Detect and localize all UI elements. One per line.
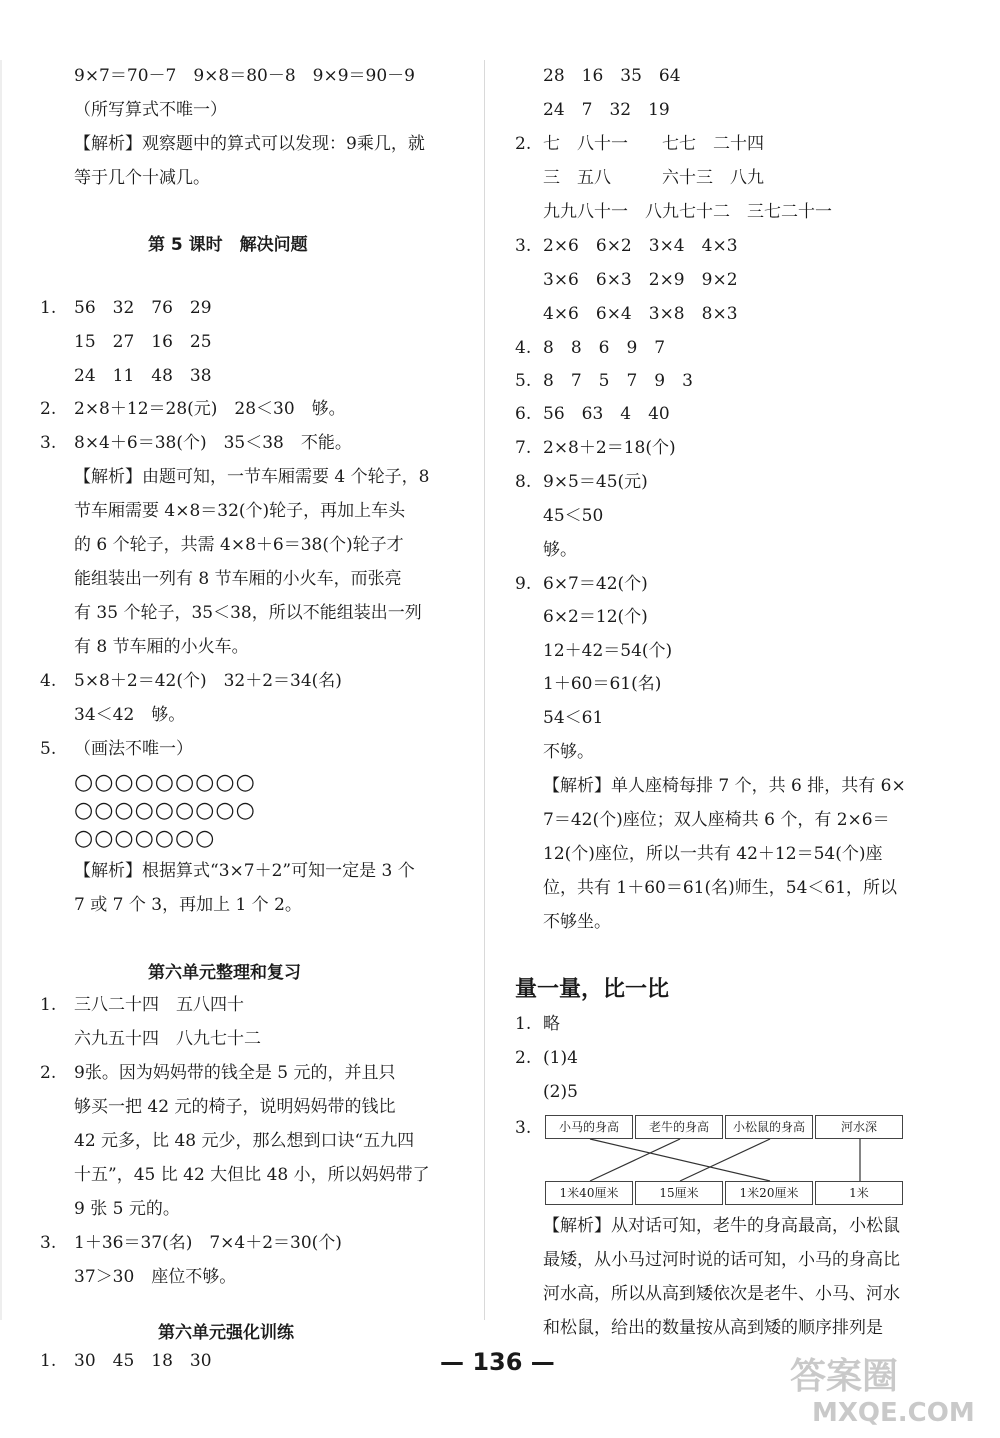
item-text: 9 张 5 元的。 <box>74 1199 180 1219</box>
unit6-review-title: 第六单元整理和复习 <box>148 963 301 983</box>
item-number: 8. <box>515 472 532 492</box>
analysis-text: 7＝42(个)座位；双人座椅共 6 个，有 2×6＝ <box>543 810 890 830</box>
analysis-text: 最矮，从小马过河时说的话可知，小马的身高比 <box>543 1250 900 1270</box>
bottom-box: 1米20厘米 <box>725 1181 813 1205</box>
analysis-text: 【解析】从对话可知，老牛的身高最高，小松鼠 <box>543 1216 900 1236</box>
item-number: 6. <box>515 404 532 424</box>
match-line <box>680 1139 770 1181</box>
item-text: 不够。 <box>543 742 594 762</box>
measure-title: 量一量，比一比 <box>515 977 670 1002</box>
item-text: 5×8＋2＝42(个) 32＋2＝34(名) <box>74 671 342 691</box>
watermark-logo: 答案圈 <box>790 1356 899 1397</box>
item-text: （画法不唯一） <box>74 739 193 759</box>
analysis-text: 能组装出一列有 8 节车厢的小火车，而张亮 <box>74 569 402 589</box>
item-number: 3. <box>515 1118 532 1138</box>
match-line <box>590 1139 680 1181</box>
bottom-box: 1米 <box>815 1181 903 1205</box>
item-text: (2)5 <box>543 1082 578 1102</box>
item-number: 1. <box>40 298 57 318</box>
item-text: 略 <box>543 1014 560 1034</box>
item-text: 15 27 16 25 <box>74 332 212 352</box>
match-line <box>590 1139 770 1181</box>
analysis-text: 不够坐。 <box>543 912 611 932</box>
analysis-text: 12(个)座位，所以一共有 42＋12＝54(个)座 <box>543 844 883 864</box>
watermark-url: MXQE.COM <box>812 1398 975 1428</box>
bottom-box: 15厘米 <box>635 1181 723 1205</box>
item-text: 六九五十四 八九七十二 <box>74 1029 261 1049</box>
item-number: 3. <box>40 433 57 453</box>
intro-line: （所写算式不唯一） <box>74 100 227 120</box>
matching-diagram <box>545 1115 905 1205</box>
item-text: 12＋42＝54(个) <box>543 641 673 661</box>
item-text: 34＜42 够。 <box>74 705 186 725</box>
item-text: 9张。因为妈妈带的钱全是 5 元的，并且只 <box>74 1063 396 1083</box>
item-number: 2. <box>515 1048 532 1068</box>
item-number: 1. <box>515 1014 532 1034</box>
item-text: 2×8＋2＝18(个) <box>543 438 676 458</box>
item-text: 1＋60＝61(名) <box>543 674 662 694</box>
top-box: 小松鼠的身高 <box>725 1115 813 1139</box>
intro-line: 等于几个十减几。 <box>74 168 210 188</box>
analysis-text: 位，共有 1＋60＝61(名)师生，54＜61，所以 <box>543 878 898 898</box>
analysis-text: 【解析】由题可知，一节车厢需要 4 个轮子，8 <box>74 467 430 487</box>
item-text: 2×8＋12＝28(元) 28＜30 够。 <box>74 399 346 419</box>
item-text: 56 32 76 29 <box>74 298 212 318</box>
item-text: 够买一把 42 元的椅子，说明妈妈带的钱比 <box>74 1097 396 1117</box>
item-text: 2×6 6×2 3×4 4×3 <box>543 236 738 256</box>
item-number: 3. <box>40 1233 57 1253</box>
circle-row: ○○○○○○○○○ <box>74 798 256 823</box>
intro-line: 9×7＝70－7 9×8＝80－8 9×9＝90－9 <box>74 66 415 86</box>
item-text: 37＞30 座位不够。 <box>74 1267 237 1287</box>
item-text: 4×6 6×4 3×8 8×3 <box>543 304 738 324</box>
item-number: 7. <box>515 438 532 458</box>
item-number: 4. <box>515 338 532 358</box>
analysis-text: 有 35 个轮子，35＜38，所以不能组装出一列 <box>74 603 422 623</box>
item-text: (1)4 <box>543 1048 578 1068</box>
item-number: 1. <box>40 995 57 1015</box>
item-text: 24 7 32 19 <box>543 100 670 120</box>
analysis-text: 【解析】单人座椅每排 7 个，共 6 排，共有 6× <box>543 776 906 796</box>
item-text: 54＜61 <box>543 708 604 728</box>
item-text: 够。 <box>543 540 577 560</box>
item-text: 三 五八 六十三 八九 <box>543 168 764 188</box>
item-text: 28 16 35 64 <box>543 66 681 86</box>
circle-row: ○○○○○○○ <box>74 826 216 851</box>
analysis-text: 7 或 7 个 3，再加上 1 个 2。 <box>74 895 302 915</box>
analysis-text: 和松鼠，给出的数量按从高到矮的顺序排列是 <box>543 1318 883 1338</box>
item-number: 4. <box>40 671 57 691</box>
analysis-text: 【解析】根据算式“3×7＋2”可知一定是 3 个 <box>74 861 415 881</box>
page-number: — 136 — <box>440 1348 555 1376</box>
item-text: 30 45 18 30 <box>74 1351 212 1371</box>
item-text: 45＜50 <box>543 506 604 526</box>
item-number: 3. <box>515 236 532 256</box>
item-text: 8 7 5 7 9 3 <box>543 371 693 391</box>
unit6-train-title: 第六单元强化训练 <box>158 1323 294 1343</box>
item-number: 5. <box>40 739 57 759</box>
analysis-text: 有 8 节车厢的小火车。 <box>74 637 249 657</box>
analysis-text: 的 6 个轮子，共需 4×8＋6＝38(个)轮子才 <box>74 535 404 555</box>
item-number: 2. <box>40 1063 57 1083</box>
item-text: 3×6 6×3 2×9 9×2 <box>543 270 738 290</box>
item-text: 三八二十四 五八四十 <box>74 995 244 1015</box>
top-box: 河水深 <box>815 1115 903 1139</box>
page-edge <box>0 60 2 1320</box>
item-text: 6×2＝12(个) <box>543 607 648 627</box>
item-number: 2. <box>515 134 532 154</box>
item-text: 1＋36＝37(名) 7×4＋2＝30(个) <box>74 1233 342 1253</box>
analysis-text: 节车厢需要 4×8＝32(个)轮子，再加上车头 <box>74 501 406 521</box>
item-text: 十五”，45 比 42 大但比 48 小，所以妈妈带了 <box>74 1165 430 1185</box>
item-text: 9×5＝45(元) <box>543 472 648 492</box>
column-divider <box>484 60 485 1320</box>
item-text: 6×7＝42(个) <box>543 574 648 594</box>
intro-line: 【解析】观察题中的算式可以发现：9乘几，就 <box>74 134 425 154</box>
item-number: 5. <box>515 371 532 391</box>
item-text: 56 63 4 40 <box>543 404 670 424</box>
lesson5-title: 第 5 课时 解决问题 <box>148 235 308 255</box>
circle-row: ○○○○○○○○○ <box>74 770 256 795</box>
analysis-text: 河水高，所以从高到矮依次是老牛、小马、河水 <box>543 1284 900 1304</box>
item-text: 8 8 6 9 7 <box>543 338 666 358</box>
bottom-box: 1米40厘米 <box>545 1181 633 1205</box>
item-text: 24 11 48 38 <box>74 366 212 386</box>
item-number: 9. <box>515 574 532 594</box>
item-text: 九九八十一 八九七十二 三七二十一 <box>543 202 832 222</box>
item-number: 2. <box>40 399 57 419</box>
item-text: 七 八十一 七七 二十四 <box>543 134 764 154</box>
item-text: 8×4＋6＝38(个) 35＜38 不能。 <box>74 433 352 453</box>
top-box: 老牛的身高 <box>635 1115 723 1139</box>
top-box: 小马的身高 <box>545 1115 633 1139</box>
item-text: 42 元多，比 48 元少，那么想到口诀“五九四 <box>74 1131 415 1151</box>
item-number: 1. <box>40 1351 57 1371</box>
